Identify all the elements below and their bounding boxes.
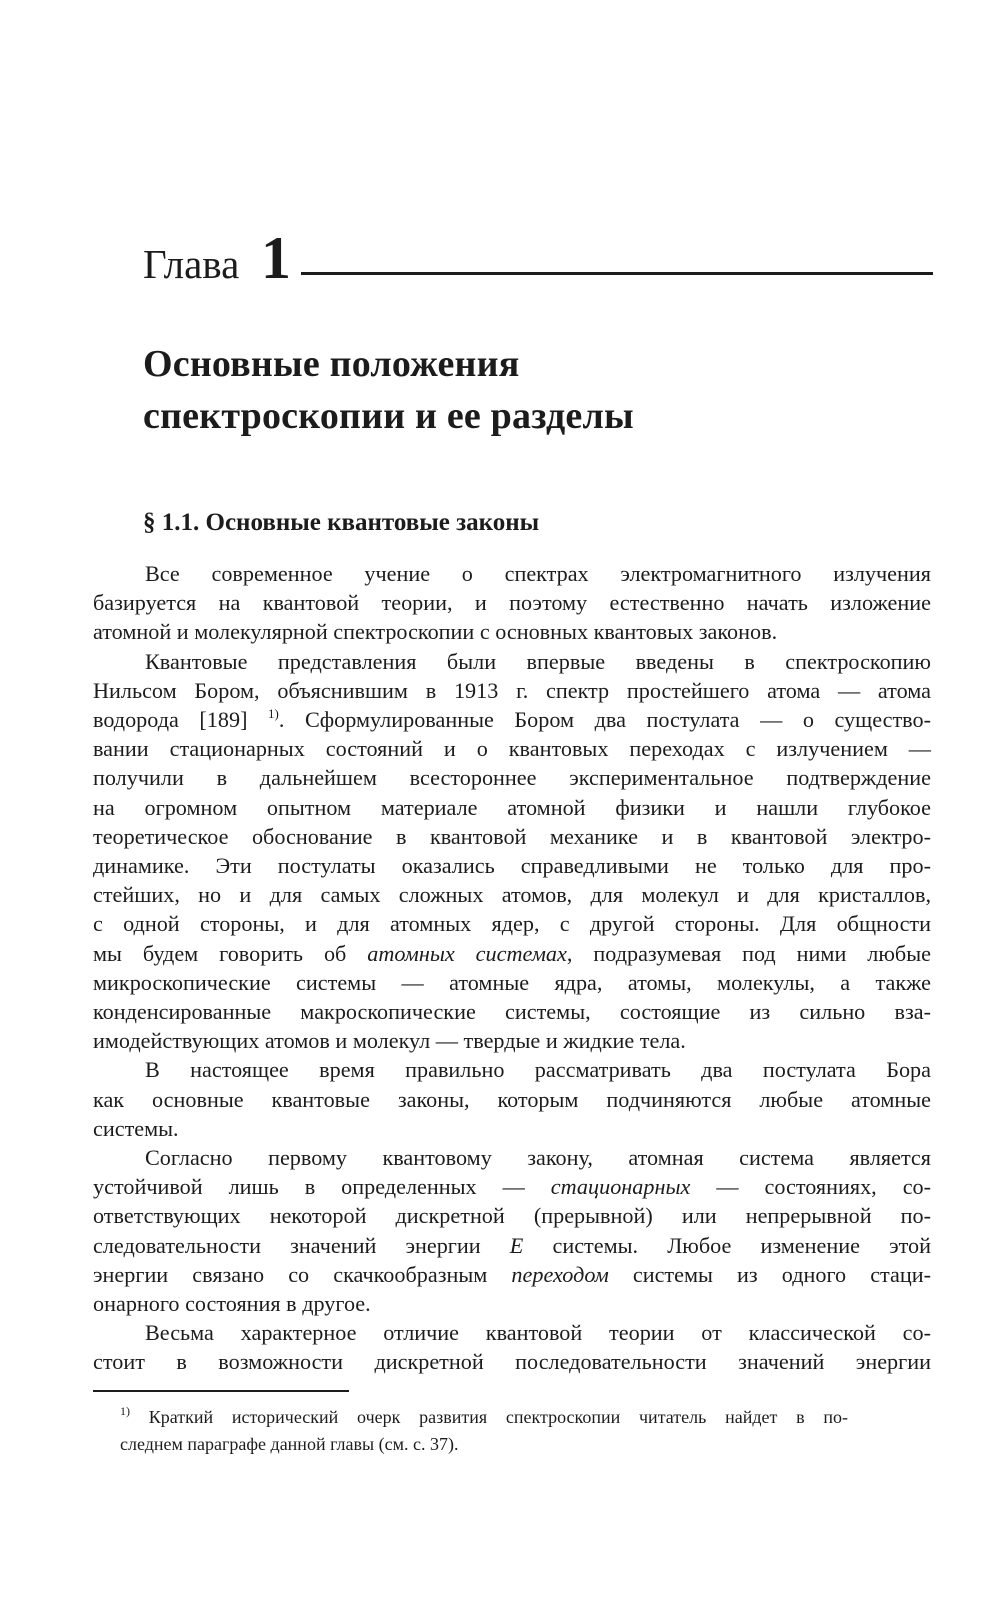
text-line: с одной стороны, и для атомных ядер, с другой стороны. Для общности (93, 911, 931, 937)
text-line (93, 705, 931, 734)
footnote-line: следнем параграфе данной главы (см. с. 37). (120, 1434, 459, 1454)
text-line (93, 1231, 931, 1260)
paragraph-1 (93, 559, 931, 647)
text-line: стейших, но и для самых сложных атомов, для молекул и для кристаллов, (93, 882, 931, 908)
emphasis: стационарных (550, 1174, 691, 1200)
text-line (93, 1172, 931, 1201)
text-line: как основные квантовые законы, которым подчиняются любые атомные (93, 1086, 931, 1112)
chapter-number: 1 (261, 225, 291, 291)
text-run: водорода [189] (93, 707, 248, 733)
text-run: следовательности значений энергии (93, 1232, 481, 1258)
body-text (93, 559, 931, 1377)
emphasis: атомных системах (367, 940, 567, 966)
chapter-word: Глава (143, 241, 240, 287)
text-run: , подразумевая под ними любые (566, 940, 931, 966)
text-run: . Сформулированные Бором два постулата — о существо- (278, 707, 931, 733)
text-line: получили в дальнейшем всестороннее экспериментальное подтверждение (93, 765, 931, 791)
chapter-title-line: спектроскопии и ее разделы (143, 395, 634, 437)
text-line (93, 1260, 931, 1289)
chapter-title-line: Основные положения (143, 343, 520, 385)
footnote-reference: 1) (268, 706, 279, 722)
text-line: вании стационарных состояний и о квантовых переходах с излучением — (93, 736, 931, 762)
text-line: динамике. Эти постулаты оказались справедливыми не только для про- (93, 853, 931, 879)
text-line: имодействующих атомов и молекул — твердые и жидкие тела. (93, 1028, 686, 1054)
text-line: онарного состояния в другое. (93, 1291, 371, 1317)
text-line: Квантовые представления были впервые введены в спектроскопию (145, 648, 931, 674)
text-line: Весьма характерное отличие квантовой теории от классической со- (145, 1320, 931, 1346)
chapter-heading (143, 225, 933, 291)
text-line: Согласно первому квантовому закону, атомная система является (145, 1145, 931, 1171)
text-line: теоретическое обоснование в квантовой механике и в квантовой электро- (93, 823, 931, 849)
text-line: на огромном опытном материале атомной физики и нашли глубокое (93, 794, 931, 820)
text-line: конденсированные макроскопические системы, состоящие из сильно вза- (93, 999, 931, 1025)
text-line: Все современное учение о спектрах электромагнитного излучения (145, 561, 931, 586)
text-run: Краткий исторический очерк развития спектроскопии читатель найдет в по- (148, 1407, 848, 1427)
text-run: мы будем говорить об (93, 940, 347, 966)
text-run: энергии связано со скачкообразным (93, 1261, 488, 1287)
text-line (93, 939, 931, 968)
text-line: системы. (93, 1115, 179, 1141)
text-line: Нильсом Бором, объяснившим в 1913 г. спектр простейшего атома — атома (93, 677, 931, 703)
section-title: § 1.1. Основные квантовые законы (143, 509, 540, 536)
chapter-title (143, 338, 933, 442)
text-line: стоит в возможности дискретной последовательности значений энергии (93, 1349, 931, 1375)
paragraph-5 (93, 1318, 931, 1376)
text-run: системы. Любое изменение этой (552, 1232, 931, 1258)
footnote-rule (93, 1390, 349, 1392)
text-run: — состояниях, со- (716, 1174, 932, 1200)
emphasis: E (509, 1232, 524, 1258)
text-line: В настоящее время правильно рассматривать два постулата Бора (145, 1057, 931, 1083)
text-run: устойчивой лишь в определенных — (93, 1174, 525, 1200)
text-line: атомной и молекулярной спектроскопии с основных квантовых законов. (93, 619, 778, 645)
chapter-rule (301, 272, 933, 275)
footnote-marker: 1) (120, 1404, 130, 1418)
text-line: базируется на квантовой теории, и поэтому естественно начать изложение (93, 590, 931, 616)
emphasis: переходом (511, 1261, 609, 1287)
paragraph-4 (93, 1143, 931, 1318)
text-line: ответствующих некоторой дискретной (прерывной) или непрерывной по- (93, 1203, 931, 1229)
paragraph-3 (93, 1055, 931, 1143)
text-run: системы из одного стаци- (632, 1261, 932, 1287)
text-line: микроскопические системы — атомные ядра, атомы, молекулы, а также (93, 969, 931, 995)
footnote (120, 1404, 848, 1458)
paragraph-2 (93, 647, 931, 1056)
footnote-line (120, 1404, 848, 1431)
